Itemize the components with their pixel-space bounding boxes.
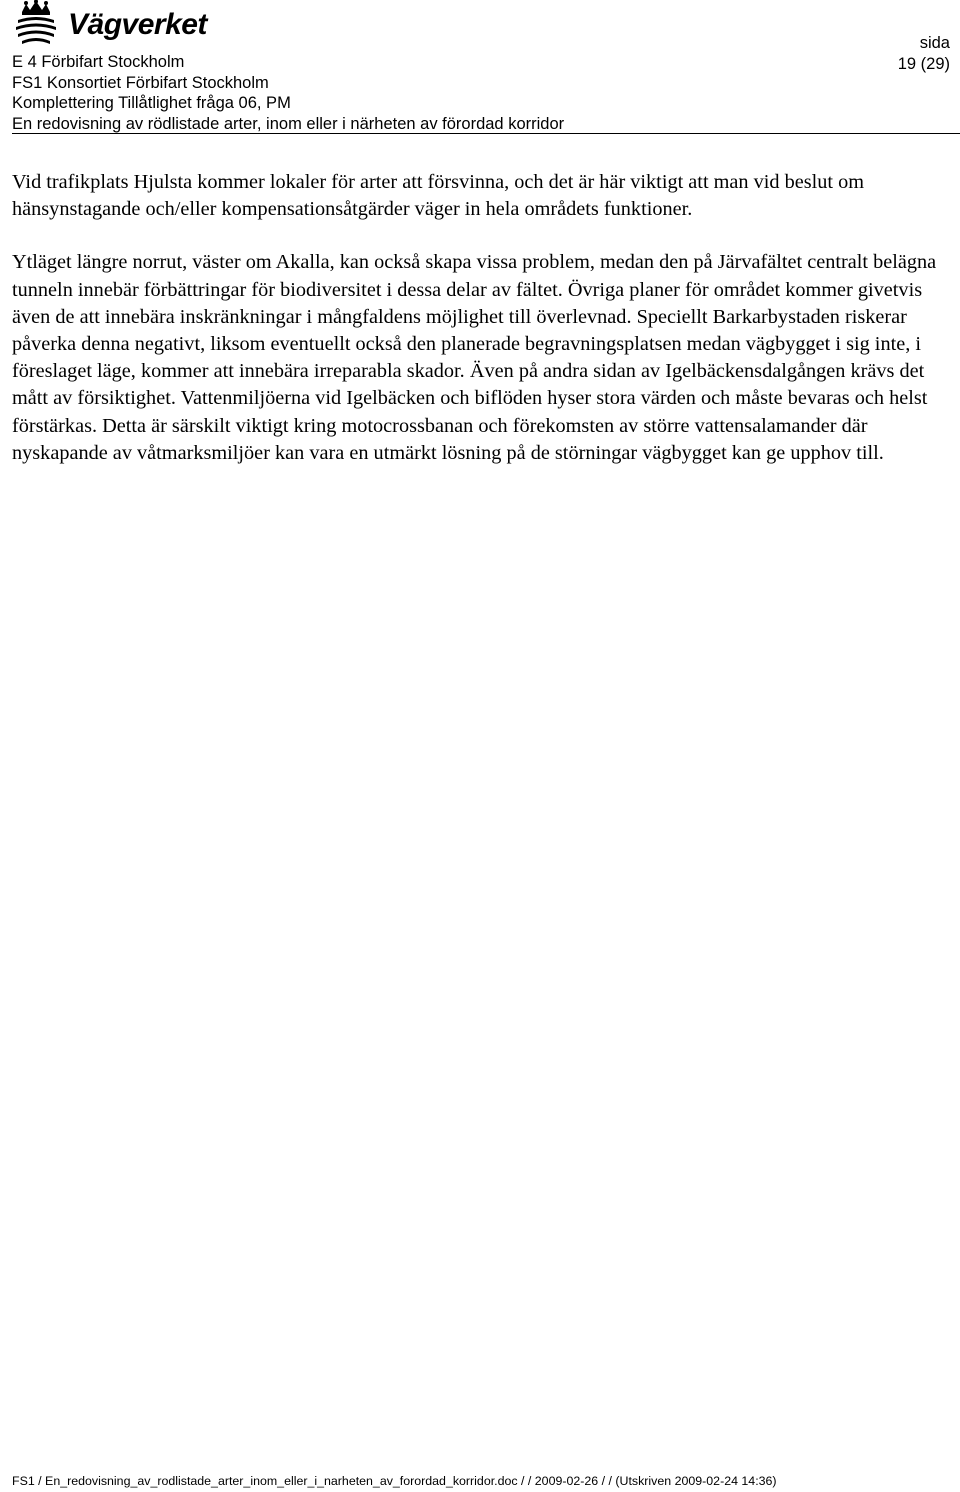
paragraph: Vid trafikplats Hjulsta kommer lokaler för arter att försvinna, och det är här viktigt att man vid beslut om hänsynstagande och/eller kompensationsåtgärder väger in hela områdets funktioner. bbox=[12, 171, 865, 221]
header-consortium: FS1 Konsortiet Förbifart Stockholm bbox=[12, 73, 269, 92]
paragraph: Ytläget längre norrut, väster om Akalla, kan också skapa vissa problem, medan den på Järvafältet centralt belägna tunneln innebär förbättringar för biodiversitet i dessa delar av fältet. Övriga planer för området kommer givetvis även de att innebära inskränkningar i mångfaldens möjlighet till överlevnad. Speciellt Barkarbystaden riskerar påverka denna negativt, liksom eventuellt också den planerade begravningsplatsen medan vägbygget i sig inte, i föreslaget läge, kommer att innebära irreparabla skador. Även på andra sidan av Igelbäckensdalgången krävs det mått av försiktighet. Vattenmiljöerna vid Igelbäcken och biflöden hyser stora värden och måste bevaras och helst förstärkas. Detta är särskilt viktigt kring motocrossbanan och förekomsten av större vattensalamander där nyskapande av våtmarksmiljöer kan vara en utmärkt lösning på de störningar vägbygget kan ge upphov till. bbox=[12, 251, 937, 464]
crown-logo-icon bbox=[12, 0, 60, 46]
header-divider bbox=[12, 133, 960, 134]
header-document-type: Komplettering Tillåtlighet fråga 06, PM bbox=[12, 94, 291, 112]
page-word: sida bbox=[919, 34, 950, 52]
vagverket-logo bbox=[12, 0, 222, 48]
header-document-title: En redovisning av rödlistade arter, inom eller i närheten av förordad korridor bbox=[12, 114, 565, 133]
page-indicator bbox=[898, 33, 950, 74]
page-number: 19 (29) bbox=[897, 54, 950, 73]
document-body bbox=[12, 169, 952, 493]
document-header bbox=[12, 52, 564, 134]
document-footer: FS1 / En_redovisning_av_rodlistade_arter_inom_eller_i_narheten_av_forordad_korridor.doc / / 2009-02-26 / / (Utskriven 2009-02-24 14:36) bbox=[12, 1474, 777, 1488]
logo-wordmark: Vägverket bbox=[68, 8, 207, 41]
header-project: E 4 Förbifart Stockholm bbox=[12, 53, 185, 71]
